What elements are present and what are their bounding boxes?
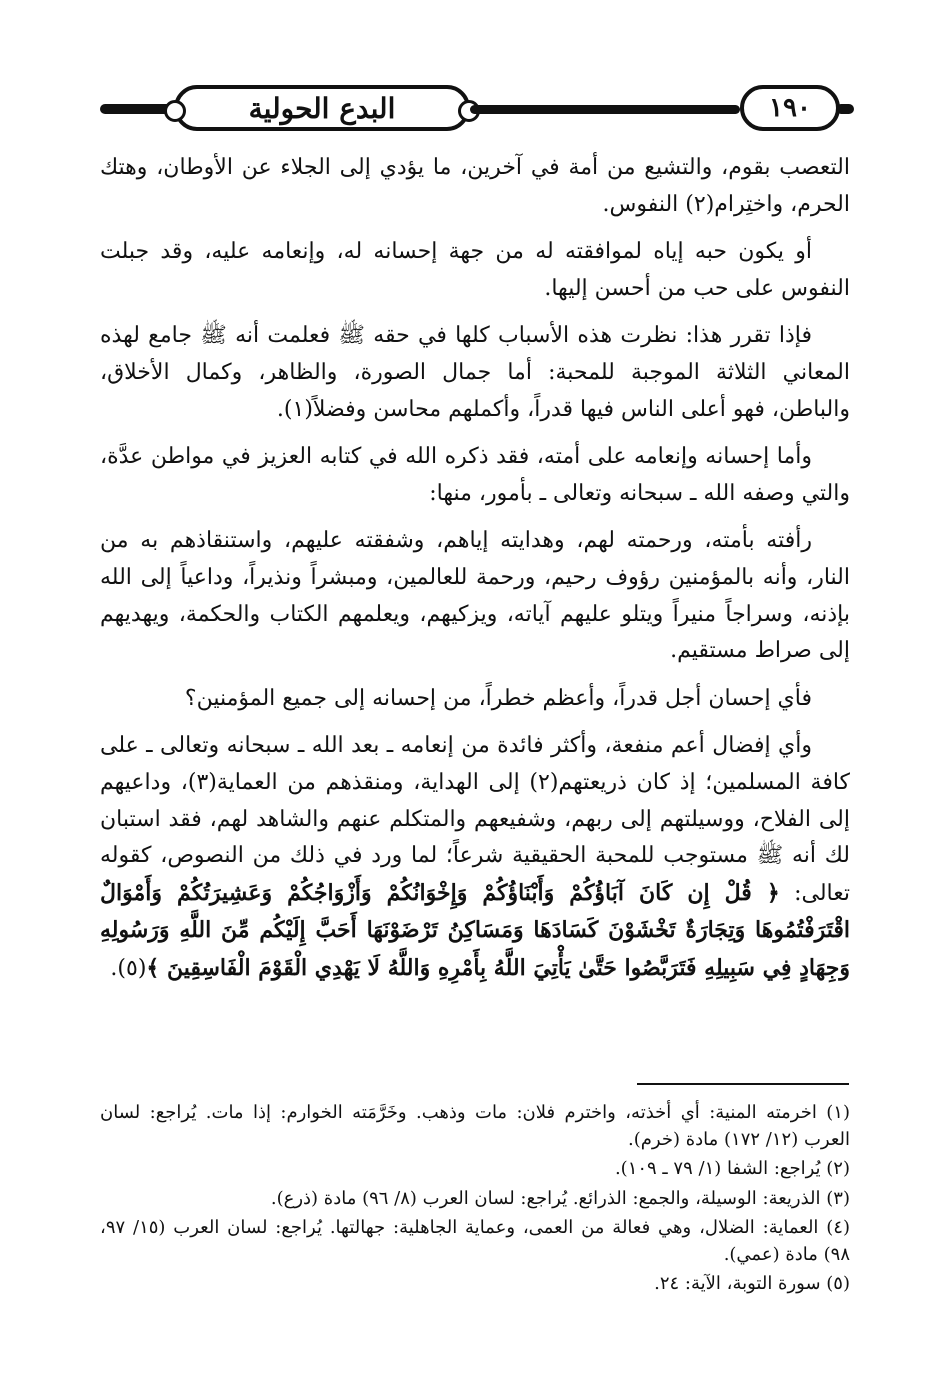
footnote-divider — [637, 1083, 849, 1085]
quran-verse: ﴿ قُلْ إِن كَانَ آبَاؤُكُمْ وَأَبْنَاؤُكُمْ وَإِخْوَانُكُمْ وَأَزْوَاجُكُمْ وَعَشِيرَتُكُمْ وَأَمْوَالٌ اقْتَرَفْتُمُوهَا وَتِجَارَةٌ تَخْشَوْنَ كَسَادَهَا وَمَسَاكِنُ تَرْضَوْنَهَا أَحَبَّ إِلَيْكُم مِّنَ اللَّهِ وَرَسُولِهِ وَجِهَادٍ فِي سَبِيلِهِ فَتَرَبَّصُوا حَتَّىٰ يَأْتِيَ اللَّهُ بِأَمْرِهِ وَاللَّهُ لَا يَهْدِي الْقَوْمَ الْفَاسِقِينَ ﴾ — [100, 879, 850, 981]
footnote-3: (٣) الذريعة: الوسيلة، والجمع: الذرائع. يُراجع: لسان العرب (٨/ ٩٦) مادة (ذرع). — [270, 1187, 850, 1209]
header-rule-right — [836, 104, 854, 114]
paragraph-4: وأما إحسانه وإنعامه على أمته، فقد ذكره الله في كتابه العزيز في مواطن عدَّة، والتي وصفه الله ـ سبحانه وتعالى ـ بأمور، منها: — [100, 444, 850, 506]
book-title: البدع الحولية — [248, 91, 396, 125]
paragraph-3: فإذا تقرر هذا: نظرت هذه الأسباب كلها في حقه ﷺ فعلمت أنه ﷺ جامع لهذه المعاني الثلاثة الموجبة للمحبة: أما جمال الصورة، والظاهر، وكمال الأخلاق، والباطن، فهو أعلى الناس فيها قدراً، وأكملهم محاسن وفضلاً(١). — [100, 323, 850, 422]
header-rule-middle — [470, 105, 740, 114]
paragraph-5: رأفته بأمته، ورحمته لهم، وهدايته إياهم، وشفقته عليهم، واستنقاذهم به من النار، وأنه بالمؤمنين رؤوف رحيم، ورحمة للعالمين، ومبشراً ونذيراً، وداعياً إلى الله بإذنه، وسراجاً منيراً ويتلو عليهم آياته، ويزكيهم، ويعلمهم الكتاب والحكمة، ويهديهم إلى صراط مستقيم. — [100, 528, 850, 664]
footnote-2: (٢) يُراجع: الشفا (١/ ٧٩ ـ ١٠٩). — [614, 1158, 850, 1179]
page-header — [100, 82, 852, 138]
main-text — [100, 150, 850, 998]
paragraph-1: التعصب بقوم، والتشيع من أمة في آخرين، ما يؤدي إلى الجلاء عن الأوطان، وهتك الحرم، واختِرام(٢) النفوس. — [100, 155, 850, 217]
paragraph-2: أو يكون حبه إياه لموافقته له من جهة إحسانه له، وإنعامه عليه، وقد جبلت النفوس على حب من أحسن إليها. — [100, 239, 850, 301]
paragraph-7-text: وأي إفضال أعم منفعة، وأكثر فائدة من إنعامه ـ بعد الله ـ سبحانه وتعالى ـ على كافة المسلمين؛ إذ كان ذريعتهم(٢) إلى الهداية، ومنقذهم من العماية(٣)، وداعيهم إلى الفلاح، ووسيلتهم إلى ربهم، وشفيعهم والمتكلم عنهم والشاهد لهم، فقد استبان لك أنه ﷺ مستوجب للمحبة الحقيقية شرعاً؛ لما ورد في ذلك من النصوص، كقوله تعالى: — [100, 733, 851, 906]
title-cartouche — [174, 85, 470, 131]
paragraph-7 — [100, 728, 850, 987]
verse-footnote-ref: (٥). — [110, 955, 147, 981]
page-number: ١٩٠ — [769, 93, 811, 123]
footnote-5: (٥) سورة التوبة، الآية: ٢٤. — [654, 1273, 850, 1294]
footnote-1: (١) اخرمته المنية: أي أخذته، واخترم فلان: مات وذهب. وخَرَّمَته الخوارم: إذا مات. يُراجع: لسان العرب (١٢/ ١٧٢) مادة (خرم). — [100, 1102, 850, 1150]
paragraph-6: فأي إحسان أجل قدراً، وأعظم خطراً، من إحسانه إلى جميع المؤمنين؟ — [184, 685, 812, 711]
footnotes — [100, 1100, 850, 1301]
page-number-cartouche — [740, 85, 840, 131]
footnote-4: (٤) العماية: الضلال، وهي فعالة من العمى، وعماية الجاهلية: جهالتها. يُراجع: لسان العرب (١٥/ ٩٧، ٩٨) مادة (عمي). — [100, 1217, 850, 1265]
